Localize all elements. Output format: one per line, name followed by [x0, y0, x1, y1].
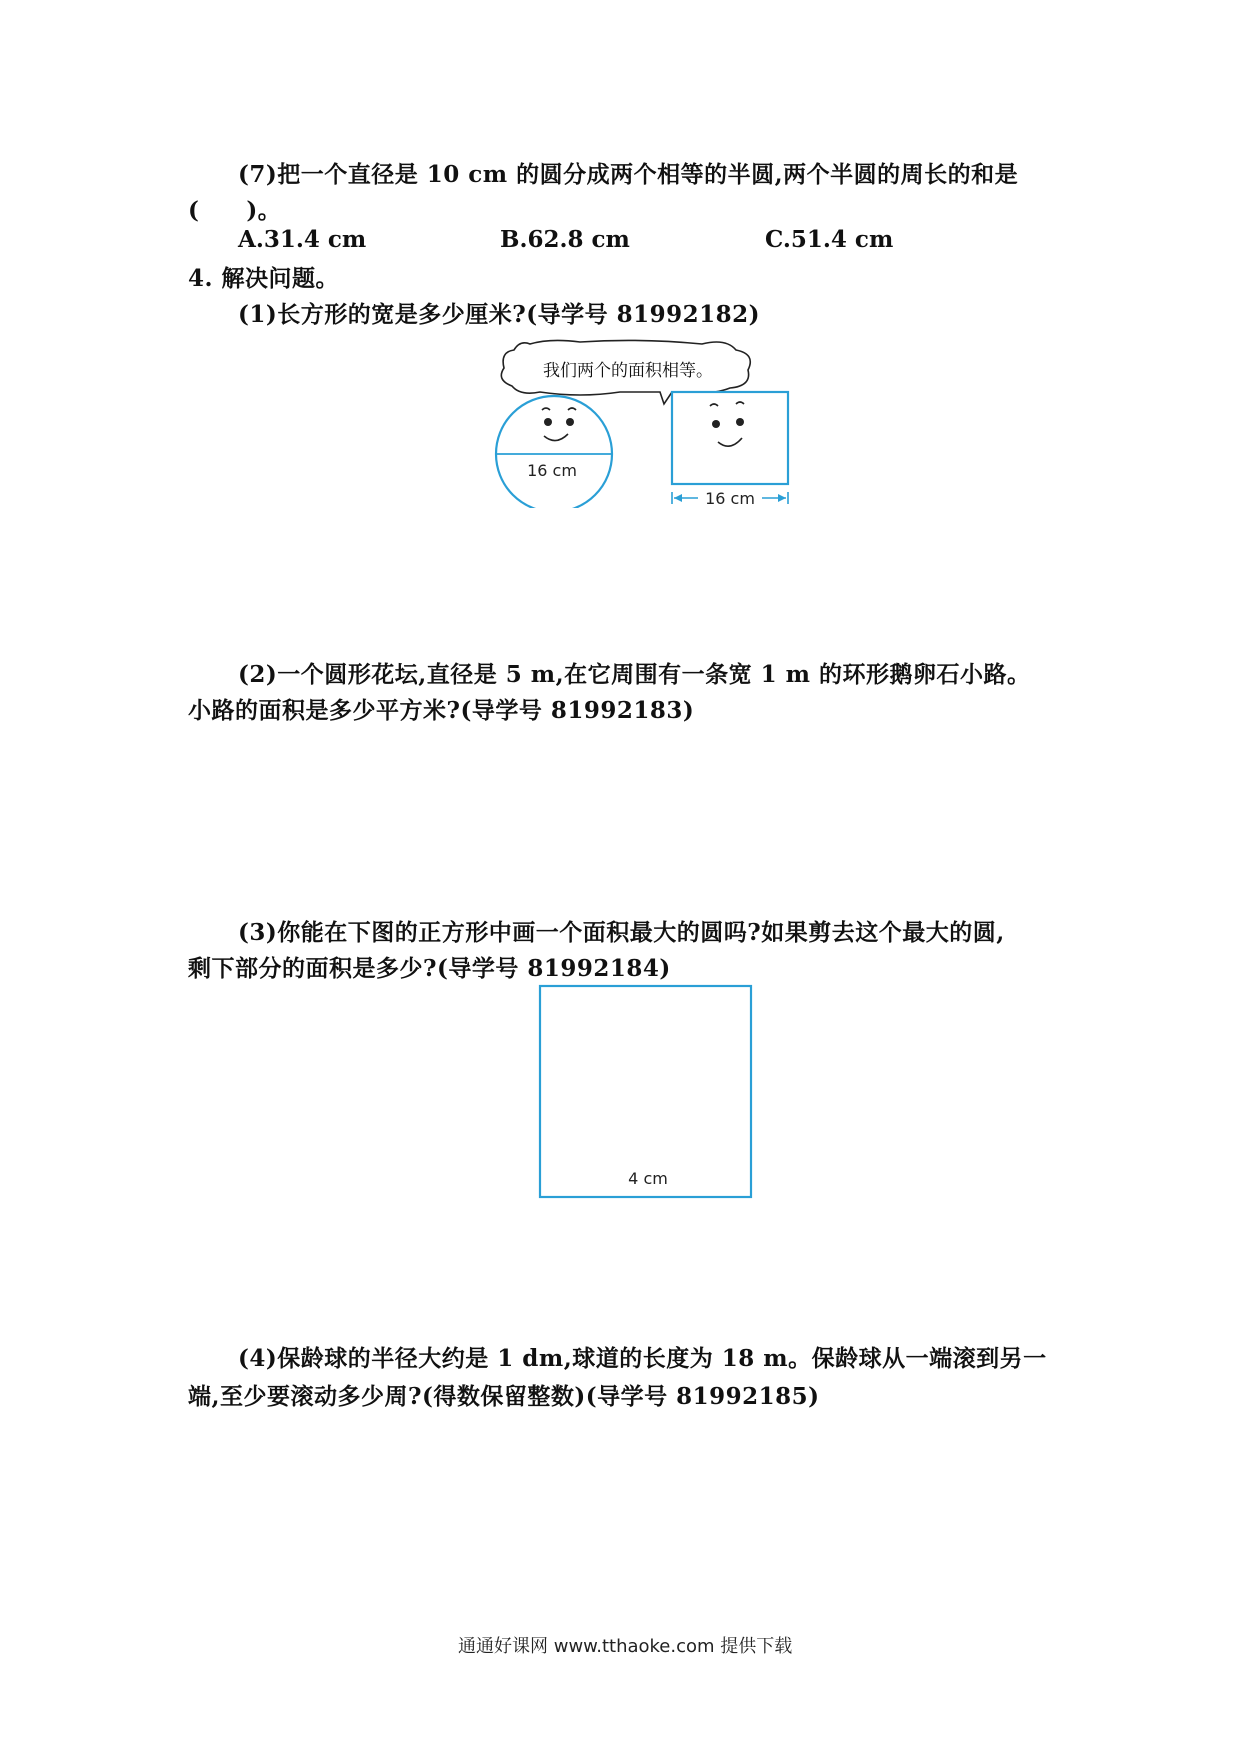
- rect-dimension-arrow-left: [674, 494, 682, 502]
- problem-2-line-1: (2)一个圆形花坛,直径是 5 m,在它周围有一条宽 1 m 的环形鹅卵石小路。: [238, 661, 1031, 688]
- circle-right-eye: [566, 418, 574, 426]
- rectangle-shape: [672, 392, 788, 484]
- speech-bubble-text: 我们两个的面积相等。: [543, 361, 713, 381]
- q7-option-b: B.62.8 cm: [500, 226, 630, 253]
- q7-line-2: ( )。: [188, 197, 282, 224]
- circle-face: [496, 396, 612, 508]
- circle-rectangle-figure: [490, 338, 810, 508]
- circle-left-eye: [544, 418, 552, 426]
- problem-4-line-1: (4)保龄球的半径大约是 1 dm,球道的长度为 18 m。保龄球从一端滚到另一: [238, 1345, 1047, 1372]
- section-4-heading: 4. 解决问题。: [188, 265, 340, 292]
- page-footer: 通通好课网 www.tthaoke.com 提供下载: [458, 1636, 793, 1657]
- rectangle-face: [672, 392, 788, 508]
- circle-shape: [496, 396, 612, 508]
- rect-right-eye: [736, 418, 744, 426]
- problem-2-line-2: 小路的面积是多少平方米?(导学号 81992183): [188, 697, 695, 724]
- rect-dimension-arrow-right: [778, 494, 786, 502]
- square-figure: [538, 984, 754, 1200]
- q7-option-c: C.51.4 cm: [765, 226, 894, 253]
- problem-1-text: (1)长方形的宽是多少厘米?(导学号 81992182): [238, 301, 761, 328]
- rect-left-eye: [712, 420, 720, 428]
- square-side-label: 4 cm: [628, 1169, 668, 1188]
- problem-3-line-1: (3)你能在下图的正方形中画一个面积最大的圆吗?如果剪去这个最大的圆,: [238, 919, 1005, 946]
- square-shape: [540, 986, 751, 1197]
- q7-option-a: A.31.4 cm: [238, 226, 367, 253]
- rect-width-label: 16 cm: [705, 489, 755, 508]
- problem-4-line-2: 端,至少要滚动多少周?(得数保留整数)(导学号 81992185): [188, 1383, 820, 1410]
- circle-diameter-label: 16 cm: [527, 461, 577, 480]
- q7-line-1: (7)把一个直径是 10 cm 的圆分成两个相等的半圆,两个半圆的周长的和是: [238, 161, 1019, 188]
- problem-3-line-2: 剩下部分的面积是多少?(导学号 81992184): [188, 955, 671, 982]
